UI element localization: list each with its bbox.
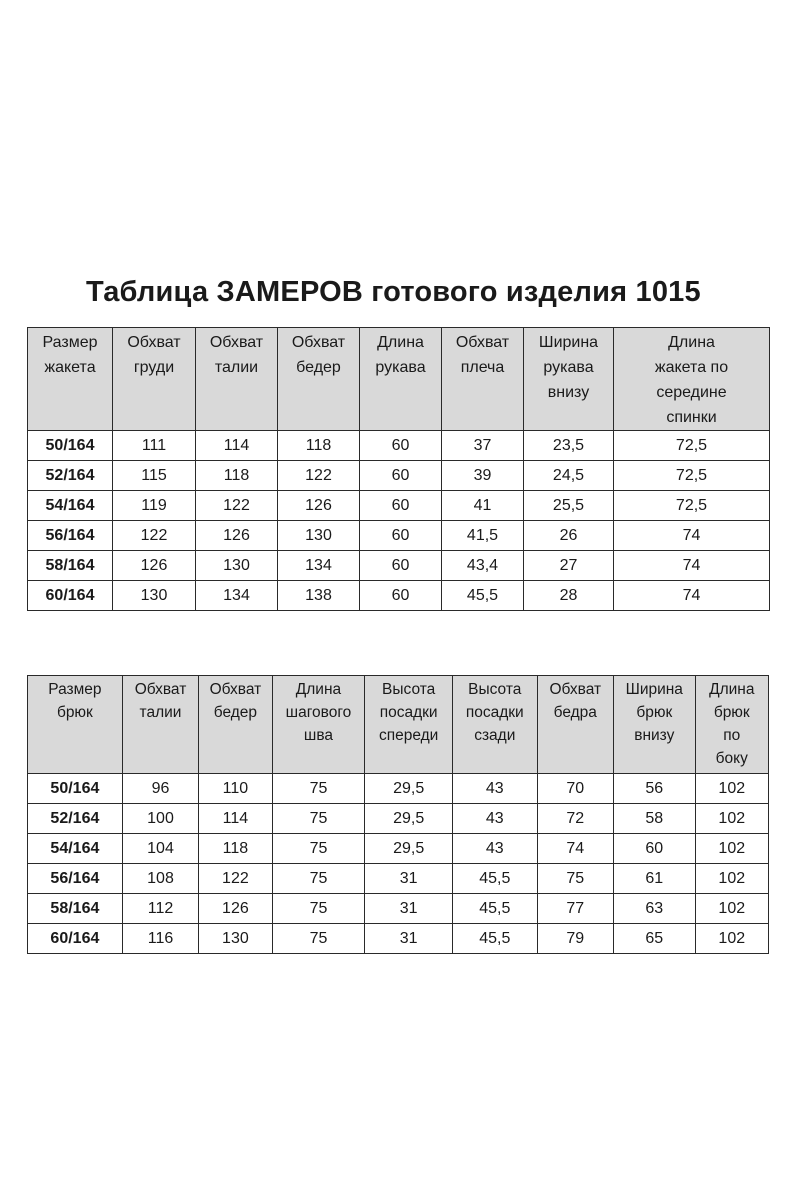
trousers-value-cell: 56 xyxy=(614,774,696,804)
trousers-value-cell: 45,5 xyxy=(452,924,537,954)
jacket-value-cell: 130 xyxy=(113,581,196,611)
jacket-value-cell: 72,5 xyxy=(614,491,770,521)
jacket-value-cell: 27 xyxy=(524,551,614,581)
trousers-header-row xyxy=(28,676,769,774)
trousers-table-row xyxy=(28,924,769,954)
jacket-table-row xyxy=(28,461,770,491)
trousers-table-row xyxy=(28,864,769,894)
jacket-value-cell: 130 xyxy=(278,521,360,551)
jacket-header-row xyxy=(28,328,770,431)
trousers-value-cell: 43 xyxy=(452,774,537,804)
jacket-value-cell: 126 xyxy=(196,521,278,551)
jacket-value-cell: 26 xyxy=(524,521,614,551)
trousers-size-cell: 50/164 xyxy=(28,774,123,804)
trousers-value-cell: 126 xyxy=(199,894,272,924)
trousers-value-cell: 45,5 xyxy=(452,894,537,924)
trousers-header-cell: Обхват бедра xyxy=(537,676,613,774)
jacket-header-cell: Обхват бедер xyxy=(278,328,360,431)
trousers-value-cell: 75 xyxy=(272,804,365,834)
jacket-header-cell: Ширина рукава внизу xyxy=(524,328,614,431)
trousers-value-cell: 65 xyxy=(614,924,696,954)
trousers-value-cell: 102 xyxy=(695,864,768,894)
jacket-value-cell: 74 xyxy=(614,521,770,551)
trousers-header-cell: Размер брюк xyxy=(28,676,123,774)
jacket-size-cell: 58/164 xyxy=(28,551,113,581)
trousers-value-cell: 75 xyxy=(272,924,365,954)
jacket-value-cell: 122 xyxy=(113,521,196,551)
jacket-value-cell: 138 xyxy=(278,581,360,611)
trousers-table-row xyxy=(28,834,769,864)
jacket-value-cell: 39 xyxy=(442,461,524,491)
trousers-value-cell: 79 xyxy=(537,924,613,954)
trousers-value-cell: 63 xyxy=(614,894,696,924)
trousers-size-cell: 56/164 xyxy=(28,864,123,894)
trousers-header-cell: Высота посадки спереди xyxy=(365,676,453,774)
jacket-header-cell: Длина рукава xyxy=(360,328,442,431)
trousers-header-cell: Обхват талии xyxy=(122,676,198,774)
jacket-value-cell: 115 xyxy=(113,461,196,491)
jacket-value-cell: 122 xyxy=(196,491,278,521)
jacket-size-cell: 56/164 xyxy=(28,521,113,551)
trousers-value-cell: 100 xyxy=(122,804,198,834)
jacket-value-cell: 23,5 xyxy=(524,431,614,461)
jacket-table-row xyxy=(28,431,770,461)
trousers-value-cell: 29,5 xyxy=(365,804,453,834)
jacket-value-cell: 118 xyxy=(278,431,360,461)
trousers-value-cell: 77 xyxy=(537,894,613,924)
trousers-value-cell: 58 xyxy=(614,804,696,834)
jacket-value-cell: 126 xyxy=(113,551,196,581)
trousers-header-cell: Высота посадки сзади xyxy=(452,676,537,774)
jacket-table-body xyxy=(28,431,770,611)
trousers-value-cell: 70 xyxy=(537,774,613,804)
trousers-value-cell: 116 xyxy=(122,924,198,954)
jacket-value-cell: 72,5 xyxy=(614,461,770,491)
trousers-value-cell: 29,5 xyxy=(365,834,453,864)
jacket-value-cell: 130 xyxy=(196,551,278,581)
jacket-value-cell: 134 xyxy=(196,581,278,611)
jacket-table-row xyxy=(28,581,770,611)
jacket-header-cell: Обхват талии xyxy=(196,328,278,431)
jacket-value-cell: 41 xyxy=(442,491,524,521)
trousers-header-cell: Длина брюк по боку xyxy=(695,676,768,774)
jacket-size-cell: 50/164 xyxy=(28,431,113,461)
jacket-value-cell: 25,5 xyxy=(524,491,614,521)
trousers-table-row xyxy=(28,804,769,834)
trousers-value-cell: 43 xyxy=(452,804,537,834)
trousers-value-cell: 75 xyxy=(272,834,365,864)
trousers-header-cell: Обхват бедер xyxy=(199,676,272,774)
trousers-value-cell: 45,5 xyxy=(452,864,537,894)
jacket-size-cell: 54/164 xyxy=(28,491,113,521)
jacket-value-cell: 126 xyxy=(278,491,360,521)
jacket-header-cell: Обхват груди xyxy=(113,328,196,431)
trousers-value-cell: 130 xyxy=(199,924,272,954)
trousers-value-cell: 112 xyxy=(122,894,198,924)
page-title: Таблица ЗАМЕРОВ готового изделия 1015 xyxy=(86,276,701,308)
trousers-value-cell: 75 xyxy=(537,864,613,894)
trousers-value-cell: 61 xyxy=(614,864,696,894)
jacket-value-cell: 60 xyxy=(360,551,442,581)
trousers-size-cell: 54/164 xyxy=(28,834,123,864)
jacket-header-cell: Размер жакета xyxy=(28,328,113,431)
jacket-value-cell: 74 xyxy=(614,551,770,581)
trousers-value-cell: 43 xyxy=(452,834,537,864)
jacket-value-cell: 28 xyxy=(524,581,614,611)
trousers-value-cell: 122 xyxy=(199,864,272,894)
jacket-table-row xyxy=(28,551,770,581)
trousers-value-cell: 74 xyxy=(537,834,613,864)
trousers-value-cell: 102 xyxy=(695,774,768,804)
trousers-value-cell: 96 xyxy=(122,774,198,804)
jacket-value-cell: 72,5 xyxy=(614,431,770,461)
trousers-table-row xyxy=(28,894,769,924)
trousers-value-cell: 102 xyxy=(695,834,768,864)
trousers-value-cell: 31 xyxy=(365,894,453,924)
trousers-table-row xyxy=(28,774,769,804)
jacket-value-cell: 74 xyxy=(614,581,770,611)
jacket-measurements-table xyxy=(27,327,770,611)
jacket-size-cell: 52/164 xyxy=(28,461,113,491)
jacket-table-row xyxy=(28,521,770,551)
trousers-value-cell: 102 xyxy=(695,894,768,924)
trousers-value-cell: 102 xyxy=(695,924,768,954)
trousers-header-cell: Ширина брюк внизу xyxy=(614,676,696,774)
trousers-header-cell: Длина шагового шва xyxy=(272,676,365,774)
trousers-size-cell: 52/164 xyxy=(28,804,123,834)
trousers-value-cell: 75 xyxy=(272,864,365,894)
jacket-value-cell: 37 xyxy=(442,431,524,461)
jacket-value-cell: 118 xyxy=(196,461,278,491)
trousers-value-cell: 108 xyxy=(122,864,198,894)
trousers-value-cell: 118 xyxy=(199,834,272,864)
trousers-value-cell: 72 xyxy=(537,804,613,834)
trousers-value-cell: 31 xyxy=(365,864,453,894)
trousers-size-cell: 58/164 xyxy=(28,894,123,924)
trousers-value-cell: 102 xyxy=(695,804,768,834)
jacket-value-cell: 111 xyxy=(113,431,196,461)
jacket-header-cell: Длина жакета по середине спинки xyxy=(614,328,770,431)
jacket-value-cell: 114 xyxy=(196,431,278,461)
jacket-value-cell: 43,4 xyxy=(442,551,524,581)
jacket-value-cell: 45,5 xyxy=(442,581,524,611)
trousers-value-cell: 75 xyxy=(272,774,365,804)
trousers-value-cell: 31 xyxy=(365,924,453,954)
trousers-value-cell: 110 xyxy=(199,774,272,804)
jacket-value-cell: 24,5 xyxy=(524,461,614,491)
jacket-value-cell: 122 xyxy=(278,461,360,491)
jacket-value-cell: 60 xyxy=(360,581,442,611)
jacket-value-cell: 134 xyxy=(278,551,360,581)
trousers-value-cell: 104 xyxy=(122,834,198,864)
jacket-size-cell: 60/164 xyxy=(28,581,113,611)
trousers-value-cell: 60 xyxy=(614,834,696,864)
jacket-value-cell: 60 xyxy=(360,461,442,491)
trousers-value-cell: 114 xyxy=(199,804,272,834)
trousers-measurements-table xyxy=(27,675,769,954)
jacket-value-cell: 60 xyxy=(360,521,442,551)
jacket-header-cell: Обхват плеча xyxy=(442,328,524,431)
trousers-size-cell: 60/164 xyxy=(28,924,123,954)
jacket-value-cell: 41,5 xyxy=(442,521,524,551)
jacket-value-cell: 119 xyxy=(113,491,196,521)
jacket-value-cell: 60 xyxy=(360,431,442,461)
trousers-value-cell: 75 xyxy=(272,894,365,924)
jacket-value-cell: 60 xyxy=(360,491,442,521)
trousers-table-body xyxy=(28,774,769,954)
jacket-table-row xyxy=(28,491,770,521)
trousers-value-cell: 29,5 xyxy=(365,774,453,804)
